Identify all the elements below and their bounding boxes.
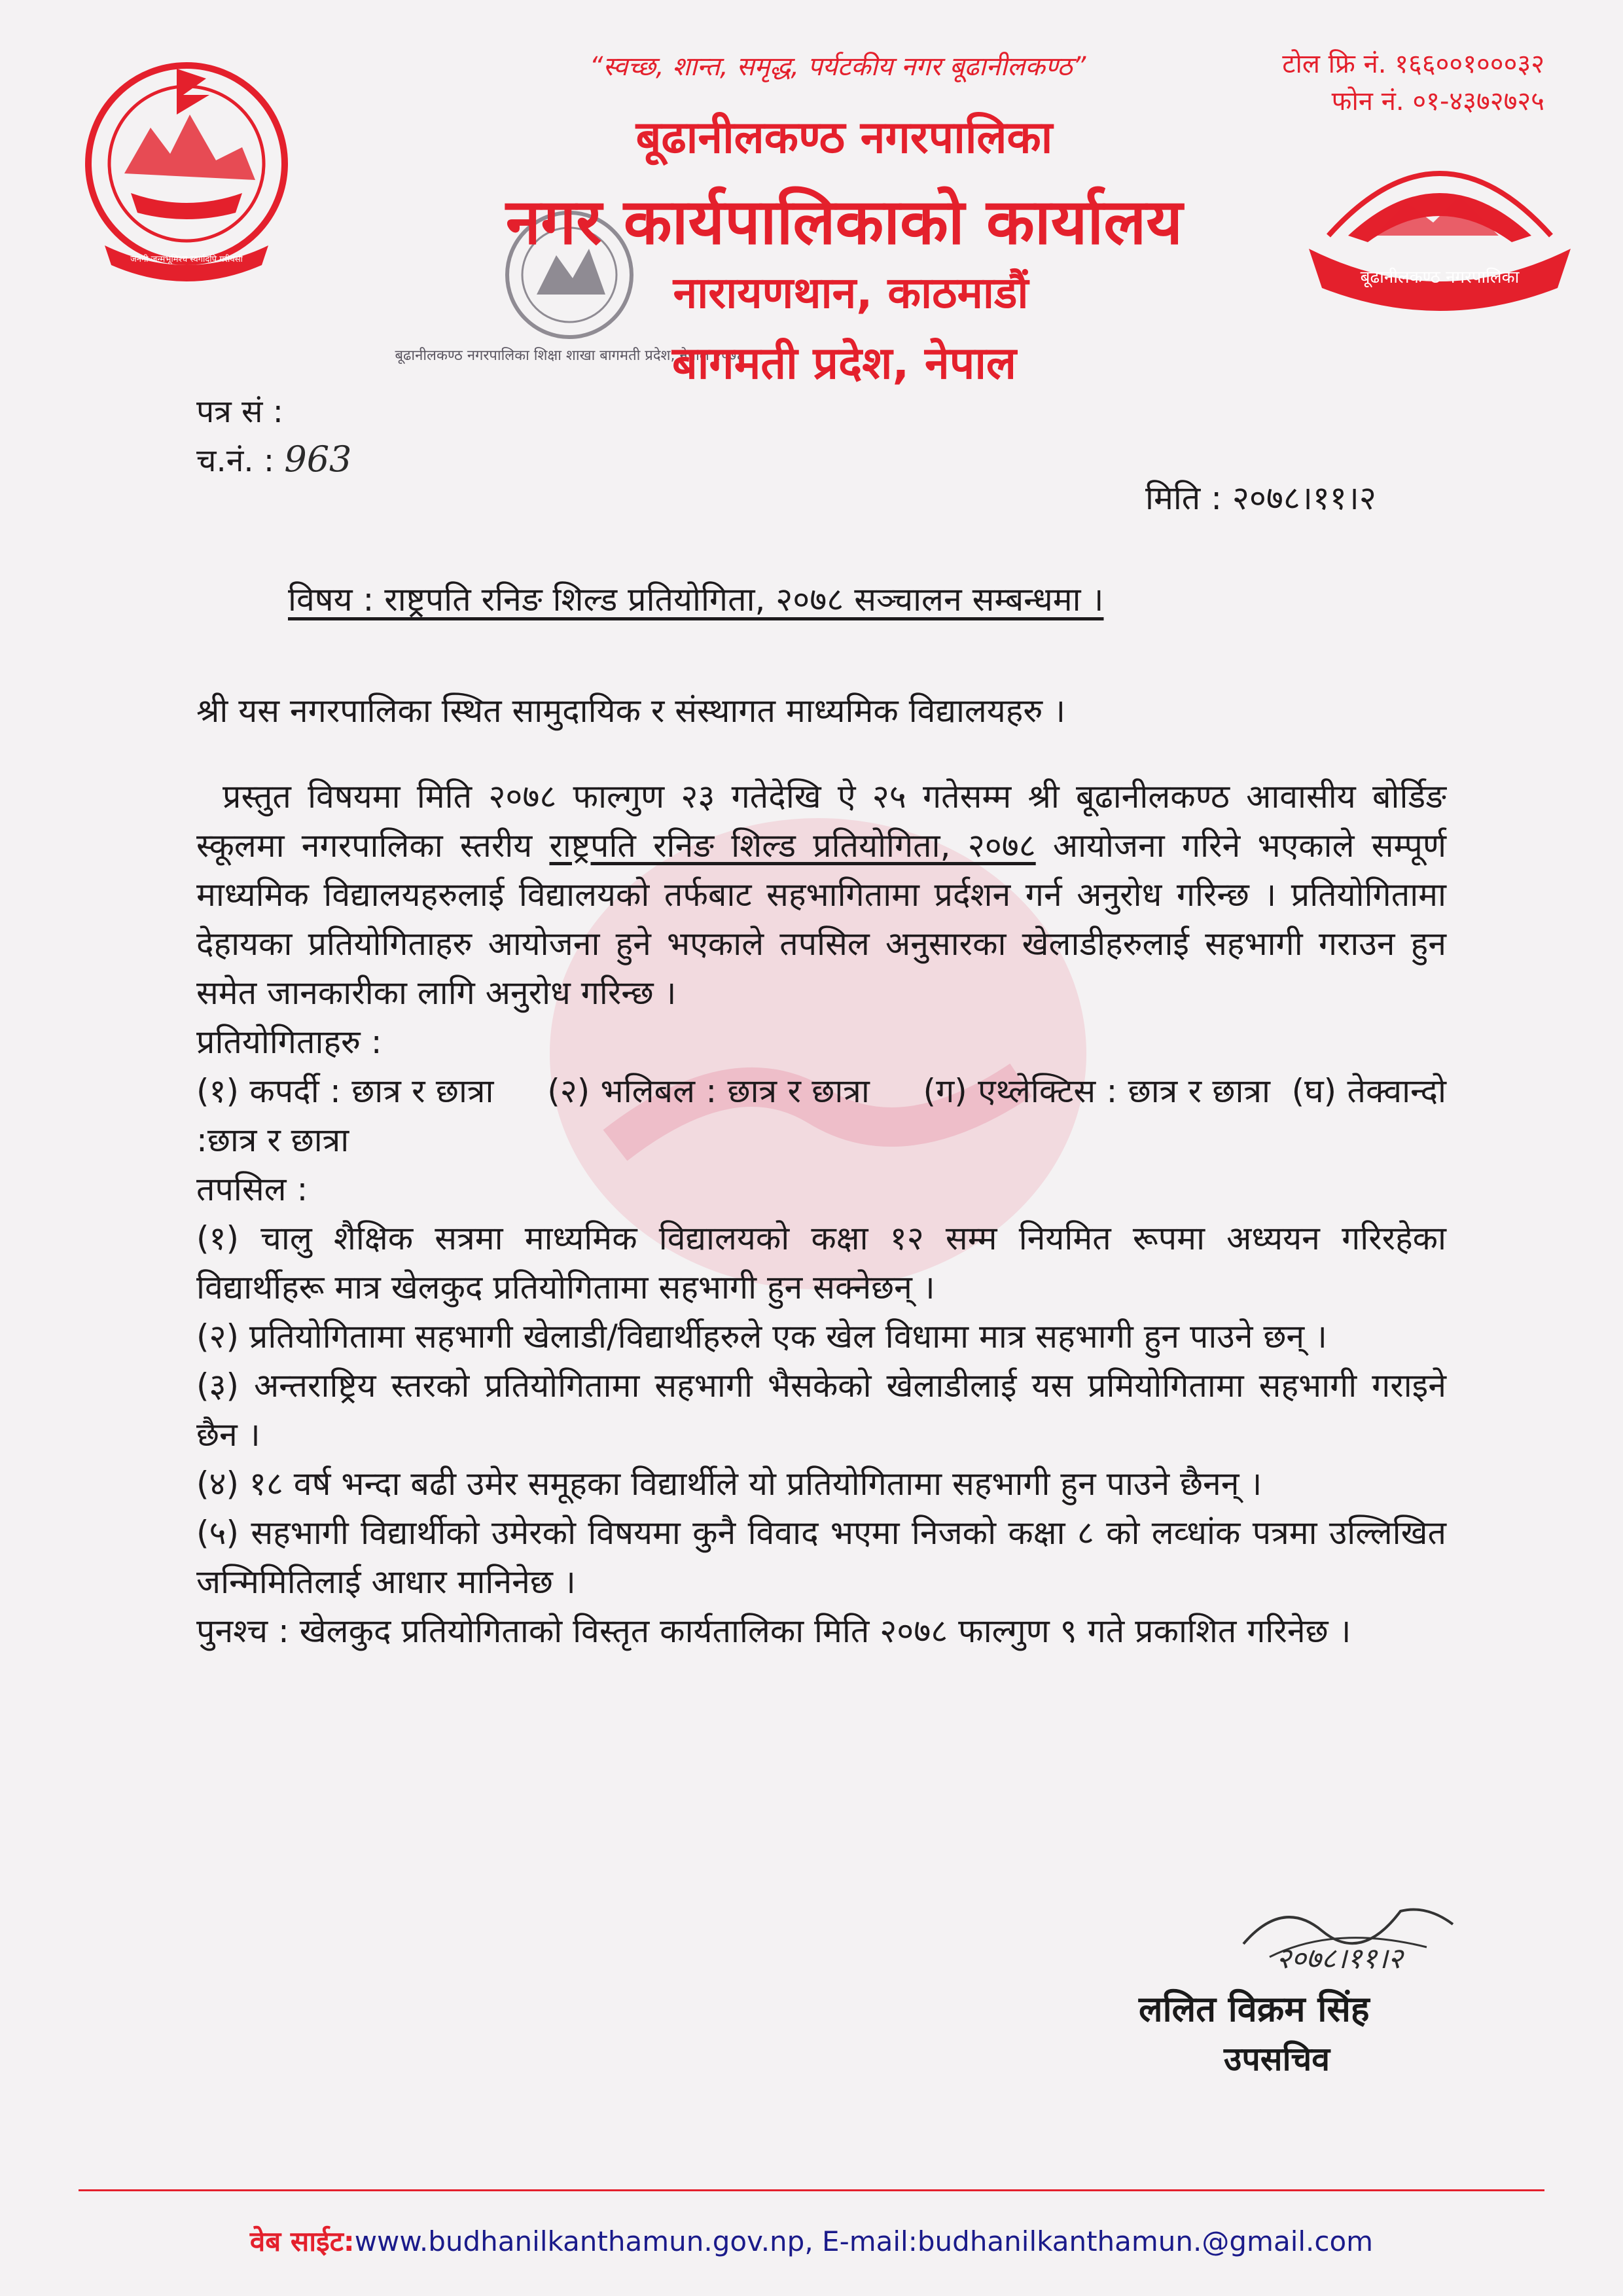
email-link[interactable]: budhanilkanthamun.@gmail.com [917,2225,1374,2257]
letter-body [196,772,1457,1656]
phone-number: फोन नं. ०१-४३७२७२५ [1331,86,1544,117]
email-label: E-mail: [813,2225,918,2257]
competition-name: राष्ट्रपति रनिङ शिल्ड प्रतियोगिता, २०७८ [549,827,1036,865]
subject-line: विषय : राष्ट्रपति रनिङ शिल्ड प्रतियोगिता, २०७८ सञ्चालन सम्बन्धमा । [288,581,1104,619]
footer [0,2222,1623,2259]
website-link[interactable]: www.budhanilkanthamun.gov.np, [354,2225,813,2257]
letter-date: मिति : २०७८।११।२ [1145,479,1376,517]
slogan: “स्वच्छ, शान्त, समृद्ध, पर्यटकीय नगर बूढानीलकण्ठ” [589,52,1086,82]
body-text: प्रस्तुत विषयमा मिति २०७८ फाल्गुण २३ गतेदेखि ऐ २५ गतेसम्म श्री बूढानीलकण्ठ आवासीय बोर्डिङ स्कूलमा नगरपालिका स्तरीय [196,778,1446,865]
municipality-logo-icon [1302,137,1577,308]
chalani-number [196,439,351,481]
website-label: वेब साईट: [249,2225,355,2257]
patra-label: पत्र सं : [196,393,283,430]
competitions-list: (१) कपर्दी : छात्र र छात्रा (२) भलिबल : छात्र र छात्रा (ग) एथ्लेक्टिस : छात्र र छात्रा (घ) तेक्वान्दो :छात्र र छात्रा [196,1072,1457,1159]
signature-date: २०७८।११।२ [1276,1942,1403,1975]
office-address: नारायणथान, काठमाडौं [673,268,1029,318]
chalani-label: च.नं. : [196,442,275,479]
svg-text:जननी जन्मभूमिश्च स्वर्गादपि गर: जननी जन्मभूमिश्च स्वर्गादपि गरीयसी [130,255,243,264]
office-title: नगर कार्यपालिकाको कार्यालय [505,185,1183,259]
rule-item: (४) १८ वर्ष भन्दा बढी उमेर समूहका विद्यार्थीले यो प्रतियोगितामा सहभागी हुन पाउने छैनन् । [196,1465,1262,1503]
rule-item: (२) प्रतियोगितामा सहभागी खेलाडी/विद्यार्थीहरुले एक खेल विधामा मात्र सहभागी हुन पाउने छन् । [196,1318,1327,1355]
toll-free-number: टोल फ्रि नं. १६६००१०००३२ [1282,49,1544,79]
rule-item: (३) अन्तराष्ट्रिय स्तरको प्रतियोगितामा सहभागी भैसकेको खेलाडीलाई यस प्रमियोगितामा सहभागी गराइने छैन । [196,1367,1446,1454]
signatory-name: ललित विक्रम सिंह [1139,1988,1370,2030]
chalani-value: 963 [284,439,352,480]
municipality-name: बूढानीलकण्ठ नगरपालिका [635,112,1053,164]
signatory-title: उपसचिव [1224,2040,1330,2078]
addressee: श्री यस नगरपालिका स्थित सामुदायिक र संस्थागत माध्यमिक विद्यालयहरु । [196,692,1066,730]
svg-text:बूढानीलकण्ठ नगरपालिका: बूढानीलकण्ठ नगरपालिका [1360,268,1520,287]
body-paragraph [196,772,1446,1018]
postscript: पुनश्च : खेलकुद प्रतियोगिताको विस्तृत कार्यतालिका मिति २०७८ फाल्गुण ९ गते प्रकाशित गरिनेछ । [196,1612,1351,1650]
nepal-emblem-icon [79,49,294,291]
rule-item: (१) चालु शैक्षिक सत्रमा माध्यमिक विद्यालयको कक्षा १२ सम्म नियमित रूपमा अध्ययन गरिरहेका विद्यार्थीहरू मात्र खेलकुद प्रतियोगितामा सहभागी हुन सक्नेछन् । [196,1219,1446,1306]
svg-text:बूढानीलकण्ठ नगरपालिका शिक्षा श: बूढानीलकण्ठ नगरपालिका शिक्षा शाखा बागमती प्रदेश, नेपाल २०७४ [395,348,744,364]
competitions-label: प्रतियोगिताहरु : [196,1023,382,1061]
body-text: आयोजना गरिने भएकाले सम्पूर्ण माध्यमिक विद्यालयहरुलाई विद्यालयको तर्फबाट सहभागितामा प्रर्दशन गर्न अनुरोध गरिन्छ । प्रतियोगितामा देहायका प्रतियोगिताहरु आयोजना हुने भएकाले तपसिल अनुसारका खेलाडीहरुलाई सहभागी गराउन हुन समेत जानकारीका लागि अनुरोध गरिन्छ । [196,827,1446,1012]
province: बागमती प्रदेश, नेपाल [671,338,1017,389]
rule-item: (५) सहभागी विद्यार्थीको उमेरको विषयमा कुनै विवाद भएमा निजको कक्षा ८ को लव्धांक पत्रमा उल्लिखित जन्मिमितिलाई आधार मानिनेछ । [196,1514,1446,1601]
footer-divider [79,2189,1544,2191]
tapsil-label: तपसिल : [196,1170,308,1208]
